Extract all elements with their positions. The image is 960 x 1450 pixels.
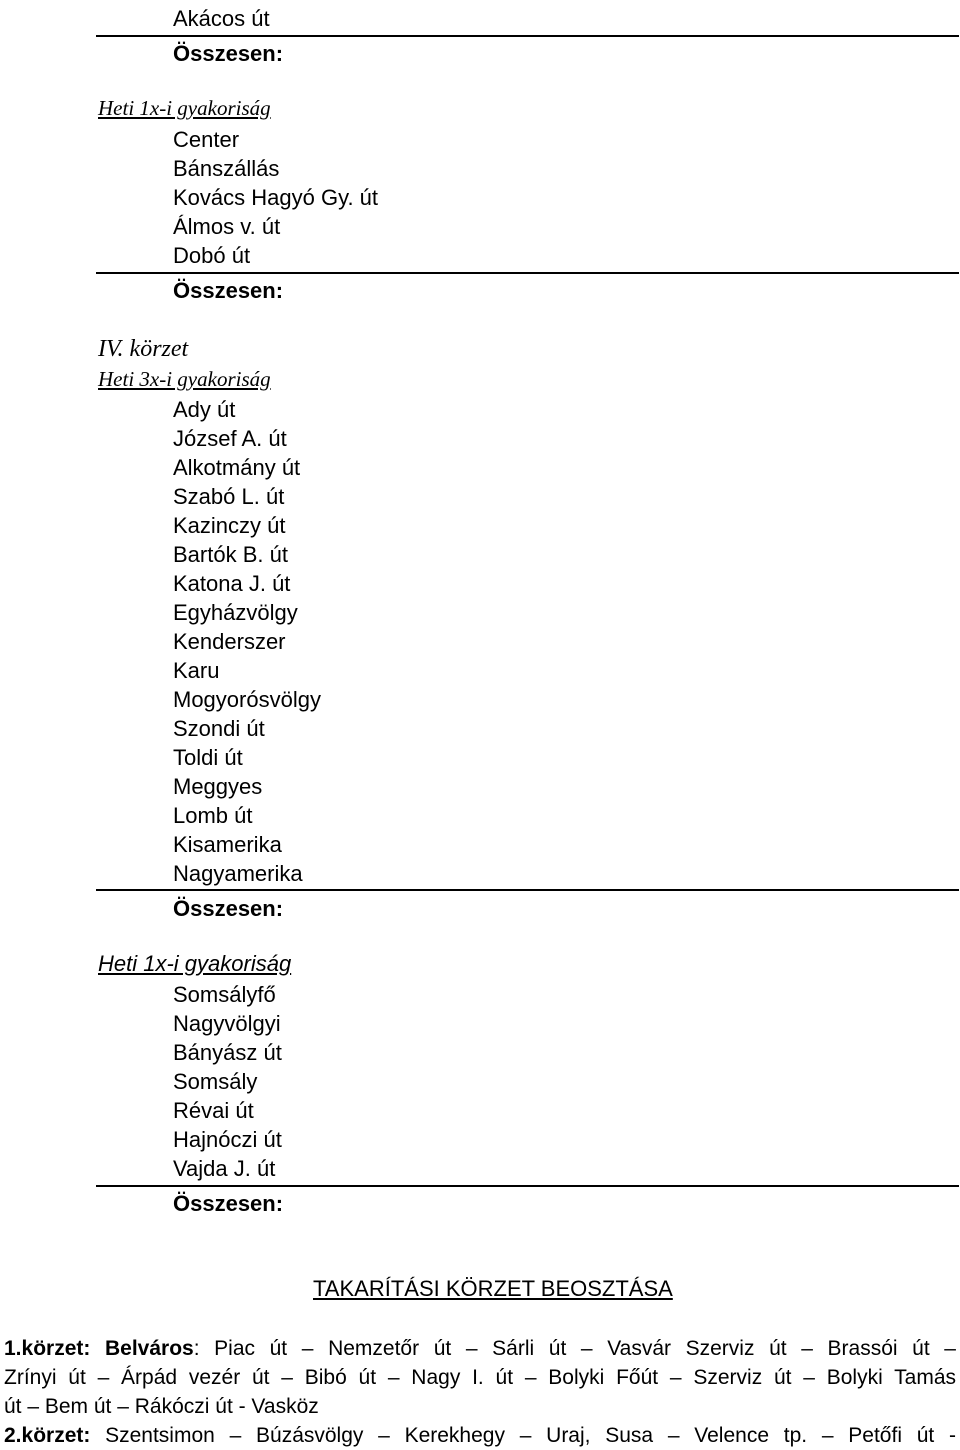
street-name: Hajnóczi út bbox=[173, 1127, 282, 1152]
street-name: Ady út bbox=[173, 397, 236, 422]
paragraph-line bbox=[4, 1334, 956, 1363]
divider bbox=[96, 272, 959, 274]
paragraph-line bbox=[4, 1421, 956, 1450]
street-name: Vajda J. út bbox=[173, 1156, 276, 1181]
street-name: Meggyes bbox=[173, 774, 263, 799]
frequency-heading: Heti 1x-i gyakoriság bbox=[98, 96, 271, 120]
district-label: 2.körzet: bbox=[4, 1424, 91, 1447]
street-name: Bánszállás bbox=[173, 156, 280, 181]
street-name: Toldi út bbox=[173, 745, 243, 770]
paragraph-text: Szentsimon – Búzásvölgy – Kerekhegy – Uraj, Susa – Velence tp. – Petőfi út - bbox=[90, 1424, 956, 1447]
street-name: Álmos v. út bbox=[173, 214, 281, 239]
divider bbox=[96, 1185, 959, 1187]
frequency-heading: Heti 1x-i gyakoriság bbox=[98, 951, 292, 976]
total-label: Összesen: bbox=[173, 896, 284, 921]
total-label: Összesen: bbox=[173, 41, 284, 66]
street-name: Akácos út bbox=[173, 6, 270, 31]
street-name: Egyházvölgy bbox=[173, 600, 298, 625]
street-name: Somsályfő bbox=[173, 982, 276, 1007]
district-label: 1.körzet: Belváros bbox=[4, 1337, 194, 1360]
street-name: Alkotmány út bbox=[173, 455, 301, 480]
street-name: Somsály bbox=[173, 1069, 258, 1094]
street-name: Lomb út bbox=[173, 803, 253, 828]
street-name: József A. út bbox=[173, 426, 287, 451]
district-description bbox=[4, 1334, 956, 1450]
street-name: Kovács Hagyó Gy. út bbox=[173, 185, 379, 210]
street-name: Bányász út bbox=[173, 1040, 282, 1065]
street-name: Dobó út bbox=[173, 243, 251, 268]
street-name: Kenderszer bbox=[173, 629, 286, 654]
street-name: Szabó L. út bbox=[173, 484, 285, 509]
frequency-heading: Heti 3x-i gyakoriság bbox=[98, 367, 271, 391]
divider bbox=[96, 889, 959, 891]
street-name: Révai út bbox=[173, 1098, 254, 1123]
street-name: Karu bbox=[173, 658, 220, 683]
total-label: Összesen: bbox=[173, 1191, 284, 1216]
street-name: Katona J. út bbox=[173, 571, 291, 596]
divider bbox=[96, 35, 959, 37]
district-title: IV. körzet bbox=[98, 336, 189, 362]
street-name: Kisamerika bbox=[173, 832, 282, 857]
street-name: Nagyamerika bbox=[173, 861, 303, 886]
total-label: Összesen: bbox=[173, 278, 284, 303]
street-name: Mogyorósvölgy bbox=[173, 687, 321, 712]
street-name: Bartók B. út bbox=[173, 542, 288, 567]
street-name: Nagyvölgyi bbox=[173, 1011, 281, 1036]
street-name: Center bbox=[173, 127, 240, 152]
paragraph-line: út – Bem út – Rákóczi út - Vasköz bbox=[4, 1395, 319, 1418]
street-name: Szondi út bbox=[173, 716, 265, 741]
street-name: Kazinczy út bbox=[173, 513, 286, 538]
section-title: TAKARÍTÁSI KÖRZET BEOSZTÁSA bbox=[313, 1276, 673, 1301]
paragraph-line: Zrínyi út – Árpád vezér út – Bibó út – Nagy I. út – Bolyki Főút – Szerviz út – Bolyki Tamás bbox=[4, 1366, 956, 1389]
paragraph-text: : Piac út – Nemzetőr út – Sárli út – Vasvár Szerviz út – Brassói út – bbox=[193, 1337, 956, 1360]
